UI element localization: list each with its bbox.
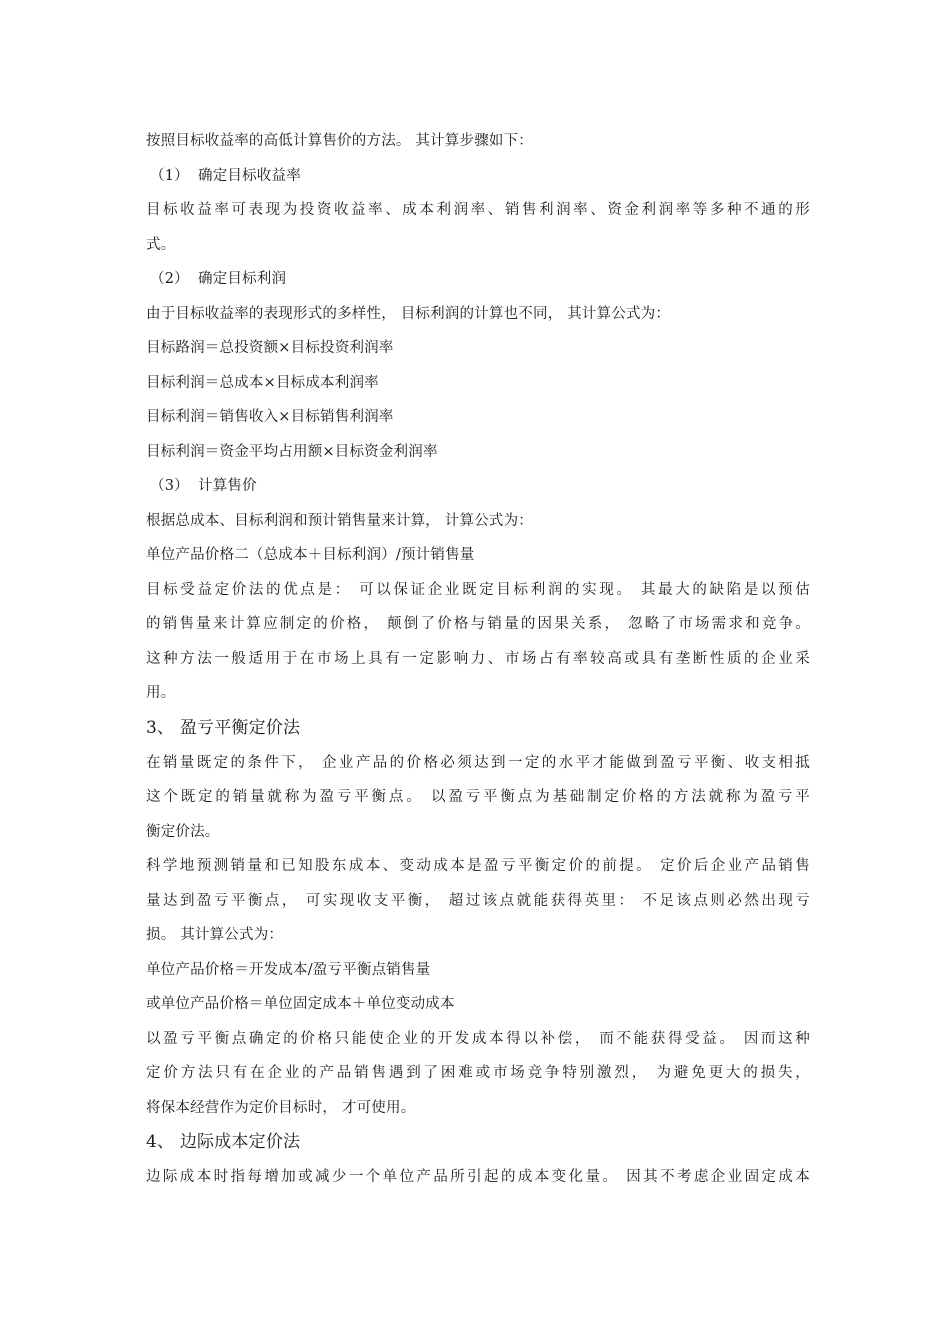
step-title: 计算售价 xyxy=(198,478,257,494)
text-line: 量达到盈亏平衡点， 可实现收支平衡， 超过该点就能获得英里： 不足该点则必然出现亏 xyxy=(146,892,810,909)
text-line: 的销售量来计算应制定的价格， 颠倒了价格与销量的因果关系， 忽略了市场需求和竞争。 xyxy=(146,616,810,632)
text-line: 或单位产品价格＝单位固定成本＋单位变动成本 xyxy=(146,996,455,1012)
text-line: 目标路润＝总投资额×目标投资利润率 xyxy=(146,340,394,356)
text-line: 科学地预测销量和已知股东成本、变动成本是盈亏平衡定价的前提。 定价后企业产品销售 xyxy=(146,858,810,874)
section-heading: 3、 盈亏平衡定价法 xyxy=(146,717,301,738)
text-line: 按照目标收益率的高低计算售价的方法。 其计算步骤如下： xyxy=(146,133,534,149)
text-line: 将保本经营作为定价目标时， 才可使用。 xyxy=(146,1099,416,1116)
text-line: 式。 xyxy=(146,236,176,253)
text-line: 以盈亏平衡点确定的价格只能使企业的开发成本得以补偿， 而不能获得受益。 因而这种 xyxy=(146,1030,810,1047)
step-number: （2） xyxy=(150,271,189,287)
text-line: 用。 xyxy=(146,685,176,701)
text-line: 目标利润＝资金平均占用额×目标资金利润率 xyxy=(146,443,438,460)
text-line: 目标利润＝总成本×目标成本利润率 xyxy=(146,374,379,391)
text-line: 这种方法一般适用于在市场上具有一定影响力、市场占有率较高或具有垄断性质的企业采 xyxy=(146,650,810,667)
text-line: 根据总成本、目标利润和预计销售量来计算， 计算公式为： xyxy=(146,512,534,529)
text-line: 这个既定的销量就称为盈亏平衡点。 以盈亏平衡点为基础制定价格的方法就称为盈亏平 xyxy=(146,789,810,805)
step-title: 确定目标利润 xyxy=(198,271,287,287)
text-line: 衡定价法。 xyxy=(146,823,220,840)
numbered-step xyxy=(146,262,810,297)
text-line: 定价方法只有在企业的产品销售遇到了困难或市场竞争特别激烈， 为避免更大的损失， xyxy=(146,1065,810,1081)
step-title: 确定目标收益率 xyxy=(198,167,301,184)
text-line: 边际成本时指每增加或减少一个单位产品所引起的成本变化量。 因其不考虑企业固定成本 xyxy=(146,1169,810,1185)
numbered-step xyxy=(146,469,810,504)
text-line: 目标受益定价法的优点是： 可以保证企业既定目标利润的实现。 其最大的缺陷是以预估 xyxy=(146,581,810,598)
step-number: （3） xyxy=(150,478,189,494)
text-line: 单位产品价格二（总成本＋目标利润）/预计销售量 xyxy=(146,547,475,563)
text-line: 由于目标收益率的表现形式的多样性， 目标利润的计算也不同， 其计算公式为： xyxy=(146,305,671,322)
text-line: 目标利润＝销售收入×目标销售利润率 xyxy=(146,409,394,425)
text-line: 目标收益率可表现为投资收益率、成本利润率、销售利润率、资金利润率等多种不通的形 xyxy=(146,202,810,218)
document-body xyxy=(146,124,810,1195)
step-number: （1） xyxy=(150,167,189,184)
section-heading: 4、 边际成本定价法 xyxy=(146,1132,301,1152)
numbered-step xyxy=(146,159,810,194)
text-line: 在销量既定的条件下， 企业产品的价格必须达到一定的水平才能做到盈亏平衡、收支相抵 xyxy=(146,754,810,771)
text-line: 损。 其计算公式为： xyxy=(146,927,284,943)
text-line: 单位产品价格＝开发成本/盈亏平衡点销售量 xyxy=(146,961,431,978)
